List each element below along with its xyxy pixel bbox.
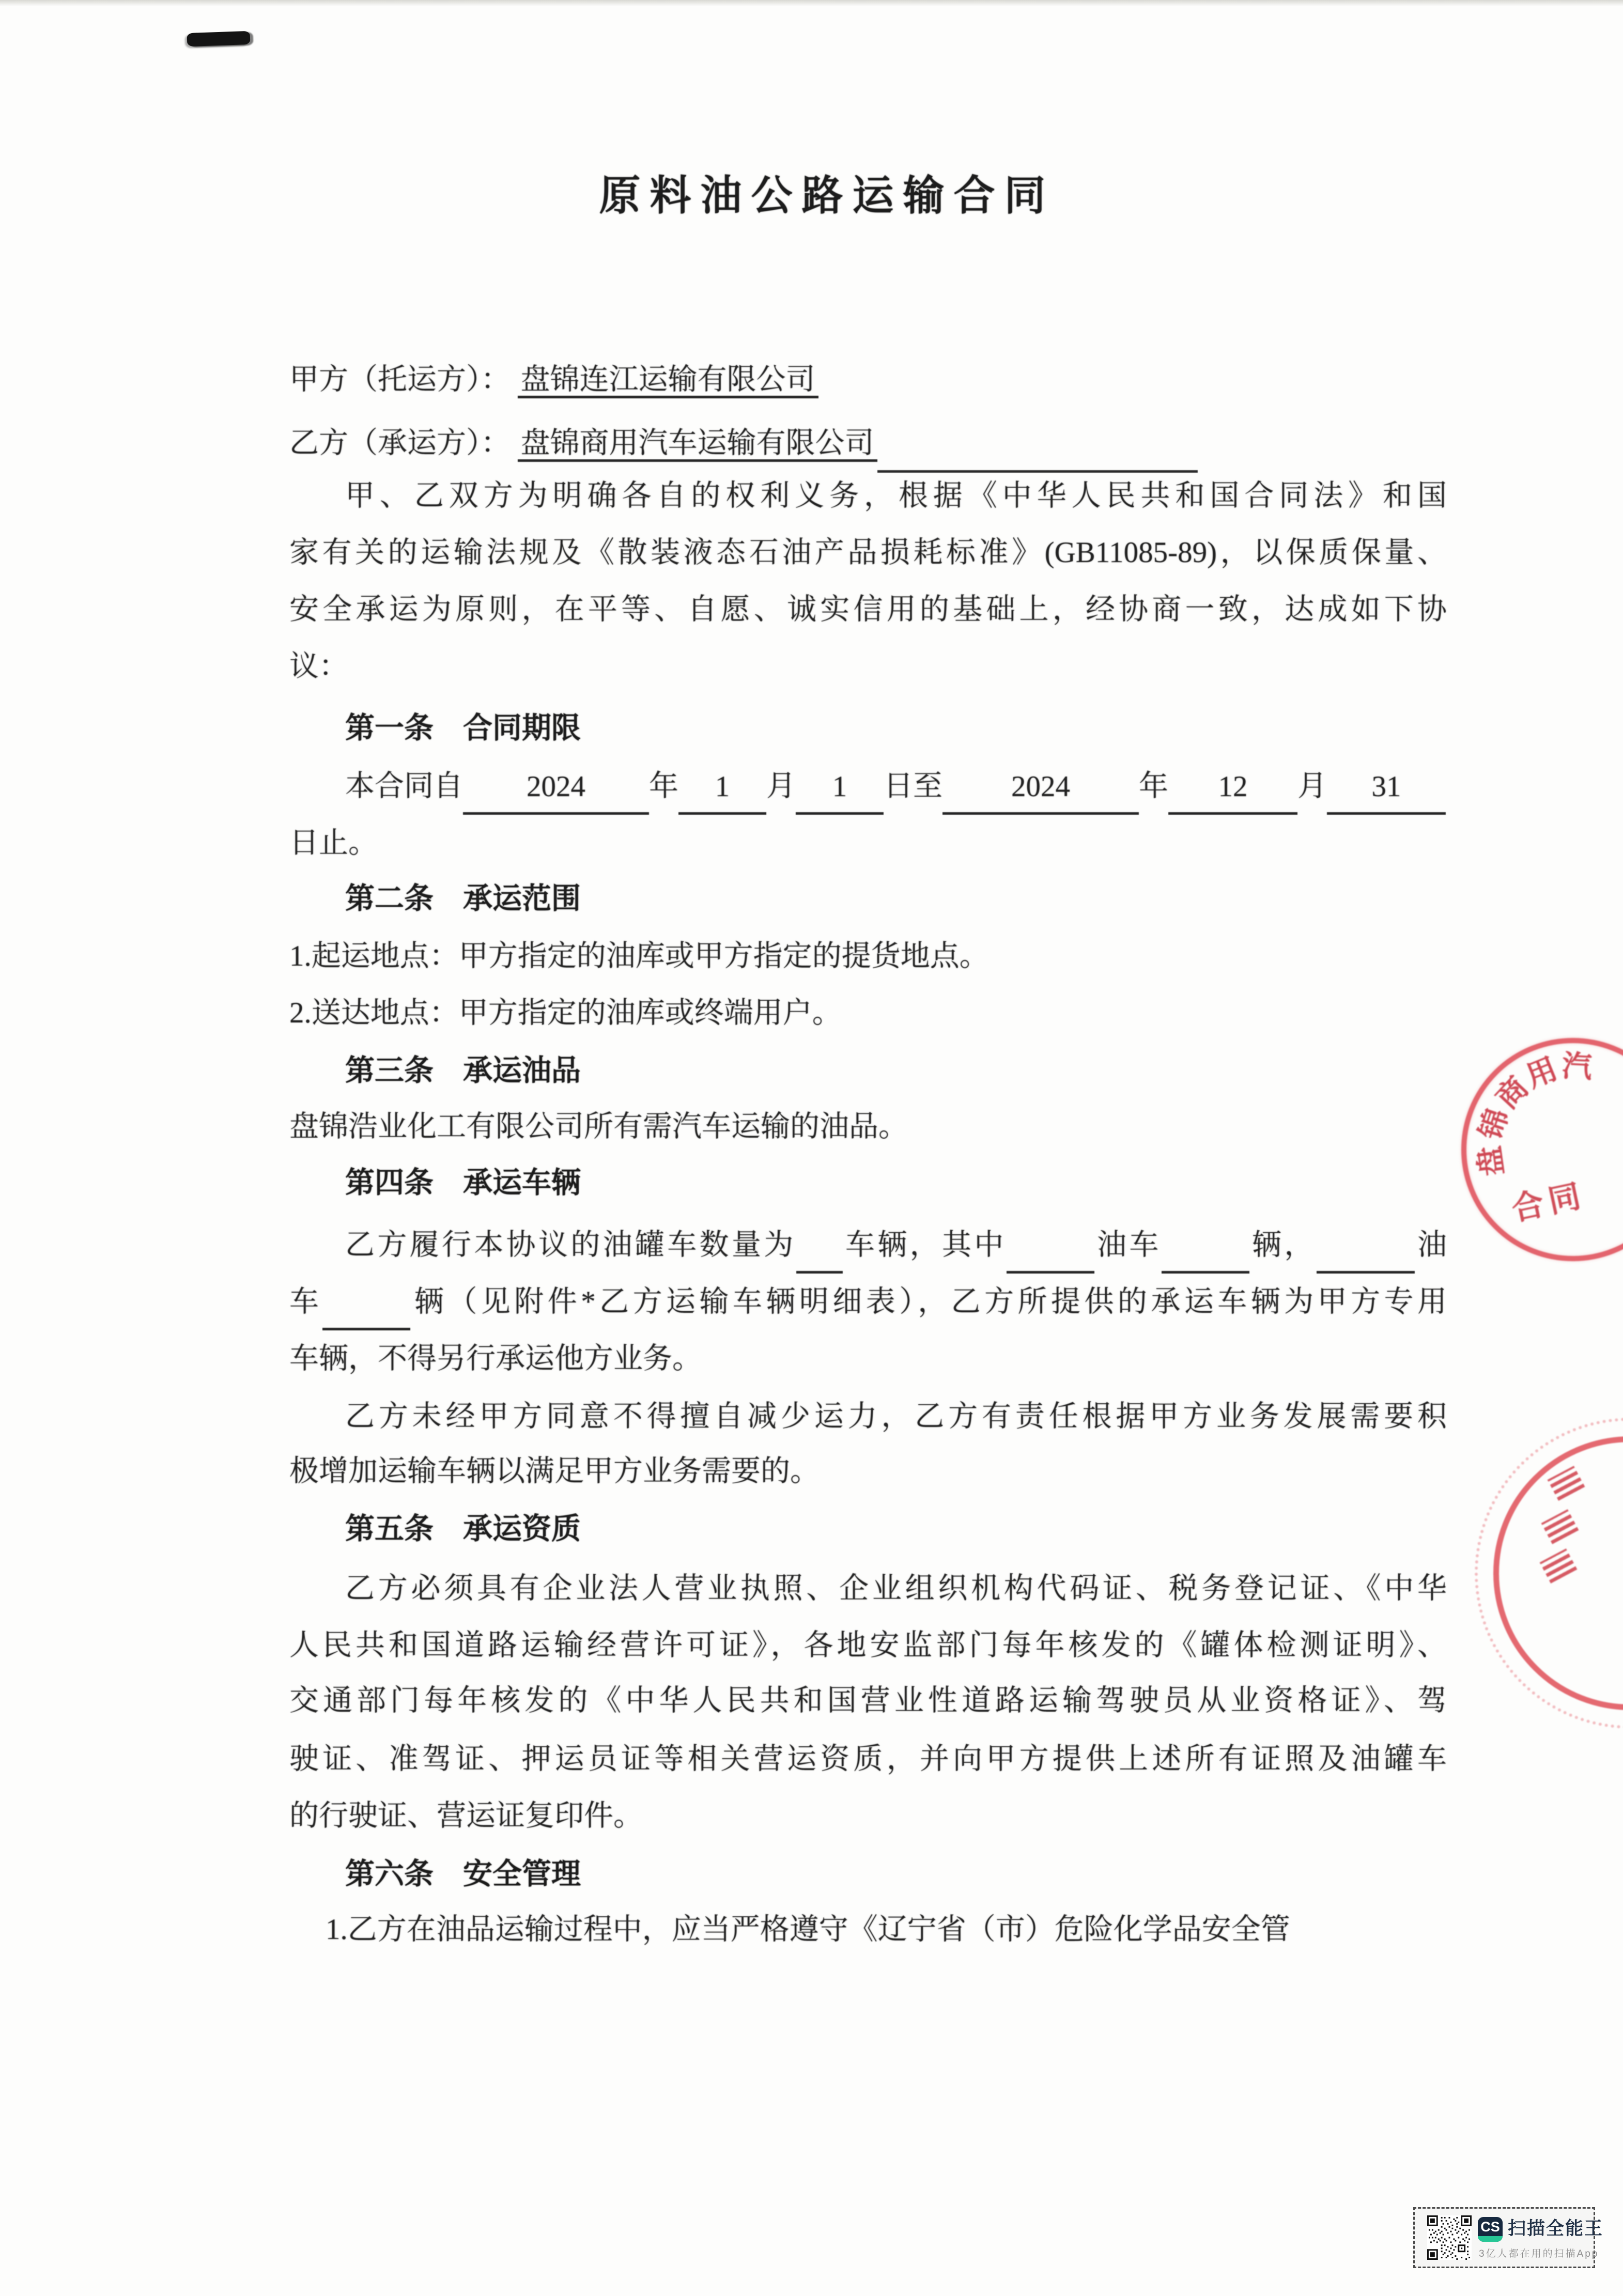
section4-para2-line-1: 乙方未经甲方同意不得擅自减少运力，乙方有责任根据甲方业务发展需要积 [345, 1400, 1447, 1433]
camscanner-watermark [1413, 2207, 1604, 2268]
s4-text-b: 车辆，其中 [842, 1229, 1007, 1261]
section4-para2-line-2: 极增加运输车辆以满足甲方业务需要的。 [289, 1455, 820, 1487]
s4-text-e: 油 [1414, 1229, 1447, 1261]
s4-text-g: 辆（见附件*乙方运输车辆明细表），乙方所提供的承运车辆为甲方专用 [410, 1285, 1447, 1318]
term-from-month-blank: 1 [678, 759, 766, 815]
blank-oil-count-2 [322, 1275, 410, 1330]
section2-heading: 第二条 承运范围 [345, 882, 581, 915]
term-mid: 日至 [884, 770, 942, 802]
section5-line-5: 的行驶证、营运证复印件。 [289, 1799, 643, 1832]
seal-arc-char: 锦 [1473, 1105, 1515, 1144]
blank-oil-type-1 [1007, 1218, 1094, 1274]
qr-code [1427, 2215, 1472, 2260]
section3-text: 盘锦浩业化工有限公司所有需汽车运输的油品。 [289, 1110, 908, 1143]
blank-vehicle-total [796, 1218, 843, 1274]
section5-line-3: 交通部门每年核发的《中华人民共和国营业性道路运输驾驶员从业资格证》、驾 [289, 1684, 1447, 1717]
section3-heading: 第三条 承运油品 [345, 1054, 581, 1087]
seal-arc-char: 用 [1521, 1051, 1562, 1094]
blank-oil-type-2 [1317, 1218, 1415, 1274]
party-yi-label: 乙方（承运方）： [289, 427, 511, 459]
document-title: 原料油公路运输合同 [599, 174, 1055, 219]
party-yi-row [289, 415, 1447, 472]
contract-term-line [289, 758, 1447, 815]
section4-line-2 [289, 1274, 1447, 1330]
seal-inner-text: 合同 [1508, 1177, 1589, 1228]
term-unit-year1: 年 [649, 770, 678, 802]
company-seal-stamp [1461, 1038, 1623, 1261]
preamble-line-4: 议： [289, 650, 348, 682]
term-unit-year2: 年 [1139, 770, 1168, 802]
preamble-line-3: 安全承运为原则，在平等、自愿、诚实信用的基础上，经协商一致，达成如下协 [289, 593, 1447, 626]
section5-line-2: 人民共和国道路运输经营许可证》，各地安监部门每年核发的《罐体检测证明》、 [289, 1629, 1447, 1662]
term-to-year-blank: 2024 [942, 759, 1139, 815]
s4-text-d: 辆， [1249, 1229, 1317, 1261]
camscanner-logo-initials: CS [1480, 2219, 1500, 2235]
party-jia-name: 盘锦连江运输有限公司 [518, 363, 818, 398]
section1-heading: 第一条 合同期限 [345, 712, 581, 744]
term-to-month-blank: 12 [1168, 759, 1297, 815]
section6-heading: 第六条 安全管理 [345, 1858, 581, 1890]
s4-text-c: 油车 [1094, 1229, 1162, 1261]
section4-heading: 第四条 承运车辆 [345, 1167, 581, 1199]
camscanner-logo [1478, 2217, 1503, 2242]
seal-arc-char: 盘 [1472, 1143, 1510, 1178]
camscanner-logo-accent [1478, 2236, 1503, 2242]
watermark-app-name: 扫描全能王 [1508, 2219, 1604, 2239]
partial-seal-stamp [1493, 1436, 1623, 1710]
section5-line-1: 乙方必须具有企业法人营业执照、企业组织机构代码证、税务登记证、《中华 [345, 1572, 1447, 1605]
term-suffix-line: 日止。 [289, 827, 378, 859]
preamble-line-1: 甲、乙双方为明确各自的权利义务，根据《中华人民共和国合同法》和国 [345, 479, 1447, 512]
term-unit-month2: 月 [1297, 770, 1327, 802]
blank-oil-count-1 [1162, 1218, 1249, 1274]
term-unit-month1: 月 [766, 770, 796, 802]
watermark-tagline: 3亿人都在用的扫描App [1479, 2248, 1599, 2259]
underline-extension [877, 418, 1198, 473]
section4-line-1 [289, 1217, 1447, 1274]
party-jia-label: 甲方（托运方）： [289, 363, 511, 396]
section5-heading: 第五条 承运资质 [345, 1513, 581, 1545]
section6-item-1: 1.乙方在油品运输过程中，应当严格遵守《辽宁省（市）危险化学品安全管 [326, 1913, 1290, 1946]
seal-arc-char: 汽 [1561, 1049, 1593, 1084]
s4-text-f: 车 [289, 1285, 323, 1318]
party-yi-name: 盘锦商用汽车运输有限公司 [518, 427, 877, 462]
s4-text-a: 乙方履行本协议的油罐车数量为 [345, 1229, 796, 1261]
section2-item-1: 1.起运地点：甲方指定的油库或甲方指定的提货地点。 [289, 940, 989, 972]
seal-arc-char: 商 [1490, 1071, 1535, 1116]
preamble-line-2: 家有关的运输法规及《散装液态石油产品损耗标准》(GB11085-89)，以保质保量、 [289, 536, 1447, 569]
section4-line-3: 车辆，不得另行承运他方业务。 [289, 1342, 702, 1375]
section5-line-4: 驶证、准驾证、押运员证等相关营运资质，并向甲方提供上述所有证照及油罐车 [289, 1743, 1447, 1775]
section2-item-2: 2.送达地点：甲方指定的油库或终端用户。 [289, 997, 842, 1029]
term-from-year-blank: 2024 [463, 759, 649, 815]
term-prefix: 本合同自 [345, 770, 463, 802]
term-from-day-blank: 1 [796, 759, 884, 815]
term-to-day-blank: 31 [1327, 759, 1446, 815]
party-jia-row [289, 351, 1447, 408]
